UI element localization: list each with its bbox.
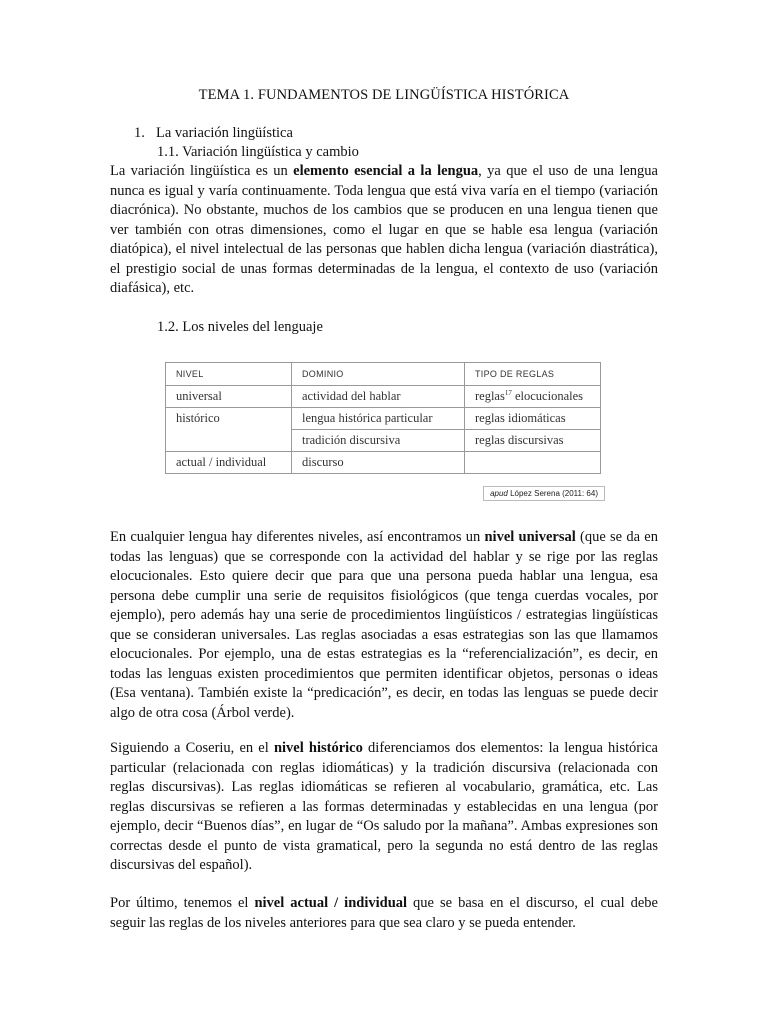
paragraph-variacion (110, 162, 658, 299)
bold-term: elemento esencial a la lengua (293, 163, 479, 179)
levels-table-figure (165, 362, 605, 502)
bold-term: nivel universal (484, 529, 576, 545)
paragraph-text: (que se da en todas las lenguas) que se corresponde con la actividad del hablar y se rige por las reglas elocucionales. Esto quiere decir que para que una persona pueda hablar una lengua, esa persona debe cumplir una serie de requisitos fisiológicos (que tenga cuerdas vocales, por ejemplo), pero además hay una serie de procedimientos lingüísticos / estrategias lingüísticas que se consideran universales. Las reglas asociadas a esas estrategias son las que llamamos elocucionales. Por ejemplo, una de estas estrategias es la “referencialización”, es decir, en todas las lenguas existen procedimientos que permiten identificar objetos, personas o ideas (Esa ventana). También existe la “predicación”, es decir, en todas las lenguas se puede decir algo de otra cosa (Árbol verde). (110, 529, 658, 721)
paragraph-nivel-actual (110, 894, 658, 933)
cell-nivel (166, 430, 292, 452)
cell-reglas-text: reglas (475, 389, 505, 404)
subsection-heading-1-2: 1.2. Los niveles del lenguaje (157, 319, 323, 335)
paragraph-text: Siguiendo a Coseriu, en el (110, 740, 274, 756)
cell-nivel: universal (166, 386, 292, 408)
cell-reglas (465, 386, 601, 408)
paragraph-text: En cualquier lengua hay diferentes niveles, así encontramos un (110, 529, 485, 545)
cell-dominio: actividad del hablar (292, 386, 465, 408)
paragraph-text: diferenciamos dos elementos: la lengua histórica particular (relacionada con reglas idiomáticas) y la tradición discursiva (relacionada con reglas discursivas). Las reglas idiomáticas se refieren al vocabulario, gramática, etc. Las reglas discursivas se refieren a las formas determinadas y establecidas en una lengua (por ejemplo, decir “Buenos días”, en lugar de “Os saludo por la mañana”. Ambas expresiones son correctas desde el punto de vista gramatical, pero la segunda no está dentro de las reglas discursivas del español). (110, 740, 658, 873)
cell-dominio: lengua histórica particular (292, 408, 465, 430)
paragraph-text: Por último, tenemos el (110, 895, 255, 911)
paragraph-text: La variación lingüística es un (110, 163, 294, 179)
paragraph-text: , ya que el uso de una lengua nunca es igual y varía continuamente. Toda lengua que está viva varía en el tiempo (variación diacrónica). No obstante, muchos de los cambios que se producen en una lengua tienen que ver también con otras dimensiones, como el lugar en que se hable esa lengua (variación diatópica), el nivel intelectual de las personas que hablen dicha lengua (variación diastrática), el prestigio social de unas formas determinadas de la lengua, el contexto de uso (variación diafásica), etc. (110, 163, 658, 296)
cell-dominio: tradición discursiva (292, 430, 465, 452)
subsection-heading-1-1: 1.1. Variación lingüística y cambio (157, 144, 359, 160)
cell-reglas-text: elocucionales (511, 389, 584, 404)
citation-apud: apud (490, 489, 508, 498)
cell-reglas: reglas discursivas (465, 430, 601, 452)
section-number: 1. (134, 125, 145, 141)
header-tipo-reglas: TIPO DE REGLAS (465, 363, 601, 386)
table-header-row (166, 363, 601, 386)
bold-term: nivel actual / individual (254, 895, 408, 911)
table-row (166, 408, 601, 430)
table-citation (483, 486, 605, 501)
footnote-ref: 17 (504, 388, 512, 397)
paragraph-nivel-historico (110, 739, 658, 876)
header-dominio: DOMINIO (292, 363, 465, 386)
cell-nivel: actual / individual (166, 452, 292, 474)
cell-reglas (465, 452, 601, 474)
cell-reglas: reglas idiomáticas (465, 408, 601, 430)
levels-table (165, 362, 601, 474)
citation-source: López Serena (2011: 64) (507, 489, 598, 498)
paragraph-nivel-universal (110, 528, 658, 723)
page-title: TEMA 1. FUNDAMENTOS DE LINGÜÍSTICA HISTÓRICA (198, 87, 570, 103)
table-row (166, 452, 601, 474)
table-row (166, 430, 601, 452)
section-heading-1 (134, 124, 293, 144)
header-nivel: NIVEL (166, 363, 292, 386)
bold-term: nivel histórico (273, 740, 363, 756)
cell-nivel: histórico (166, 408, 292, 430)
section-label: La variación lingüística (156, 125, 293, 141)
table-row (166, 386, 601, 408)
cell-dominio: discurso (292, 452, 465, 474)
paragraph-text: que se basa en el discurso, el cual debe seguir las reglas de los niveles anteriores para que sea claro y se pueda entender. (110, 895, 658, 931)
